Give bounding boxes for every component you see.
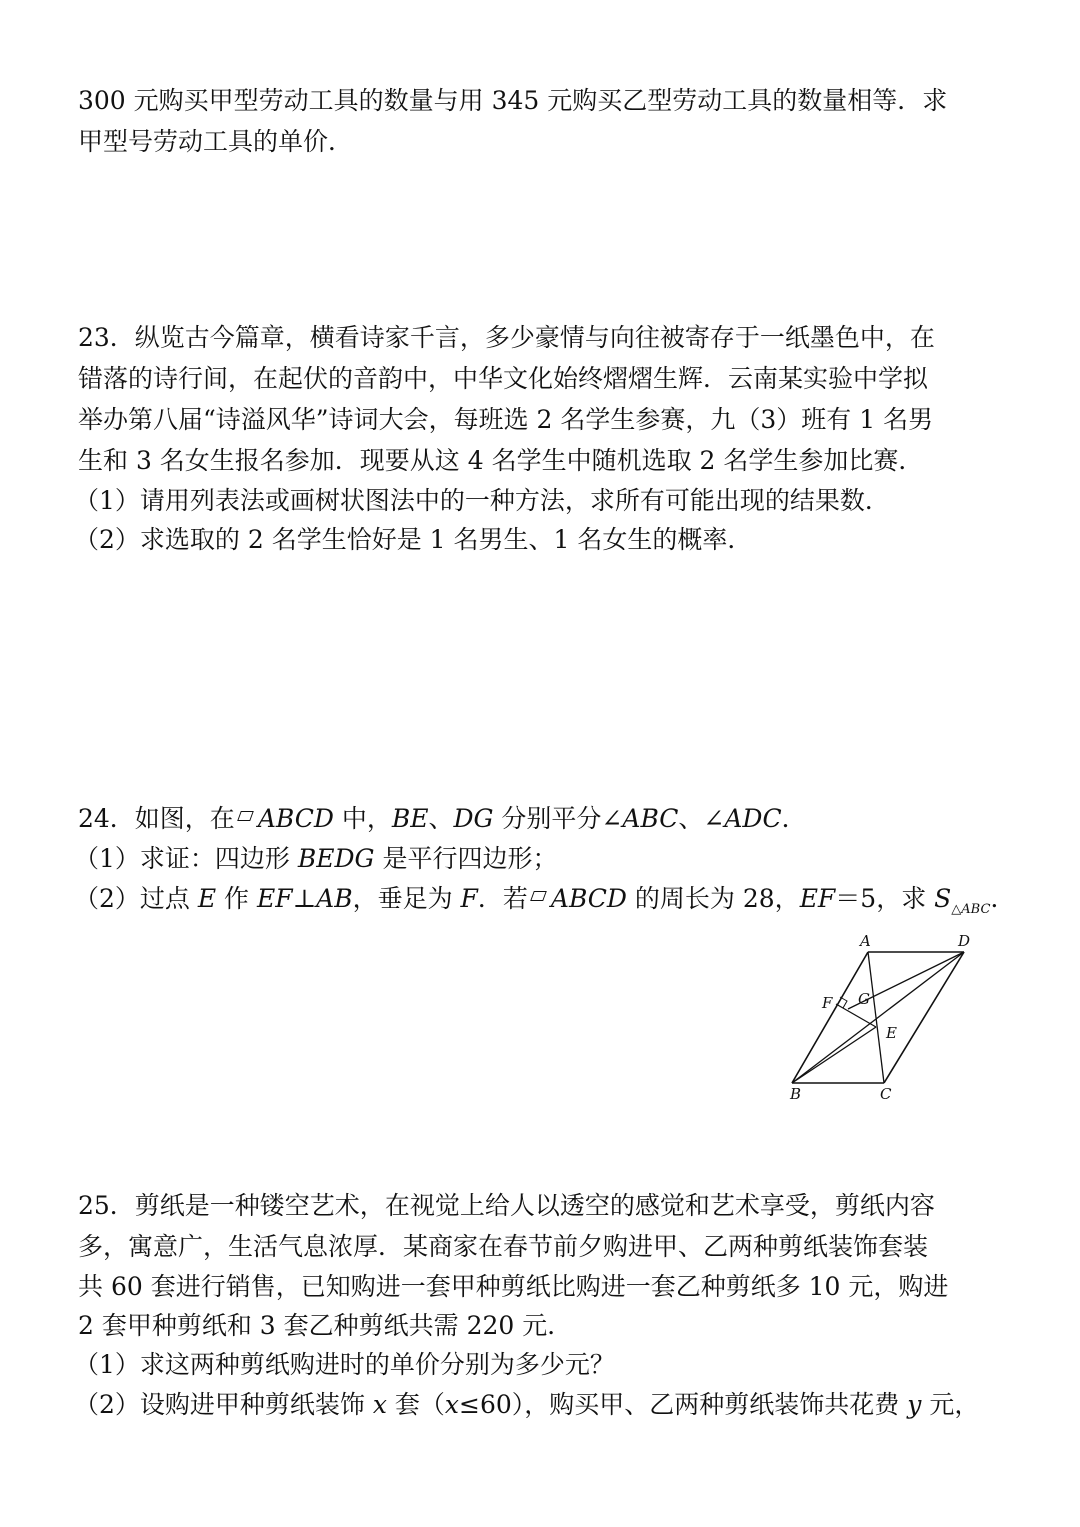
q24-abc: ABC bbox=[622, 804, 679, 833]
q24-ab: AB bbox=[316, 884, 353, 913]
label-c: C bbox=[880, 1085, 892, 1103]
q24-ef-2: EF bbox=[799, 884, 836, 913]
parallelogram-icon bbox=[237, 811, 254, 821]
q24-text-e: ． bbox=[781, 804, 807, 833]
q24-part-1 bbox=[74, 844, 557, 874]
q25-p2-d: 元， bbox=[921, 1390, 980, 1419]
q24-text-c: 分别平分∠ bbox=[493, 804, 623, 833]
q24-p2-f: 的周长为 28， bbox=[626, 884, 800, 913]
q24-abcd-2: ABCD bbox=[550, 884, 627, 913]
q23-part-1: （1）请用列表法或画树状图法中的一种方法，求所有可能出现的结果数． bbox=[74, 486, 890, 515]
q24-ef: EF bbox=[257, 884, 293, 913]
q23-line-2: 错落的诗行间，在起伏的音韵中，中华文化始终熠熠生辉．云南某实验中学拟 bbox=[78, 364, 929, 393]
q25-p2-c: ≤60），购买甲、乙两种剪纸装饰共花费 bbox=[459, 1390, 908, 1419]
q23-line-3: 举办第八届“诗溢风华”诗词大会，每班选 2 名学生参赛，九（3）班有 1 名男 bbox=[78, 405, 934, 434]
q25-part-2 bbox=[74, 1390, 979, 1420]
q24-p1-pre: （1）求证：四边形 bbox=[74, 844, 298, 873]
q24-p1-post: 是平行四边形； bbox=[374, 844, 558, 873]
q24-text-b: 、 bbox=[428, 804, 454, 833]
q25-line-2: 多，寓意广，生活气息浓厚．某商家在春节前夕购进甲、乙两种剪纸装饰套装 bbox=[78, 1232, 929, 1261]
label-e: E bbox=[886, 1024, 897, 1042]
q24-stem bbox=[78, 804, 807, 834]
q25-x-2: x bbox=[444, 1390, 460, 1419]
q24-p2-e: ．若 bbox=[477, 884, 528, 913]
q24-dg: DG bbox=[453, 804, 494, 833]
q24-text-d: 、∠ bbox=[678, 804, 725, 833]
q24-s: S bbox=[934, 884, 952, 913]
segment-ef bbox=[836, 1004, 876, 1027]
edge-ba bbox=[792, 952, 868, 1083]
q25-y: y bbox=[907, 1390, 922, 1419]
segment-ac bbox=[868, 952, 884, 1083]
q23-line-4: 生和 3 名女生报名参加．现要从这 4 名学生中随机选取 2 名学生参加比赛． bbox=[78, 446, 924, 475]
q25-x: x bbox=[372, 1390, 387, 1419]
q22-line-1: 300 元购买甲型劳动工具的数量与用 345 元购买乙型劳动工具的数量相等．求 bbox=[78, 86, 948, 115]
q25-part-1: （1）求这两种剪纸购进时的单价分别为多少元？ bbox=[74, 1350, 615, 1379]
label-d: D bbox=[958, 932, 971, 950]
q24-be: BE bbox=[391, 804, 429, 833]
q24-e: E bbox=[197, 884, 217, 913]
segment-bd-line bbox=[792, 952, 964, 1083]
label-g: G bbox=[858, 990, 870, 1008]
q25-p2-b: 套（ bbox=[386, 1390, 445, 1419]
q23-line-1: 23．纵览古今篇章，横看诗家千言，多少豪情与向往被寄存于一纸墨色中，在 bbox=[78, 323, 935, 352]
q24-number-text: 24．如图，在 bbox=[78, 804, 235, 833]
q22-line-2: 甲型号劳动工具的单价． bbox=[78, 127, 354, 156]
q24-adc: ADC bbox=[724, 804, 782, 833]
parallelogram-icon bbox=[530, 891, 547, 901]
label-b: B bbox=[790, 1085, 802, 1103]
q24-p2-g: ＝5，求 bbox=[835, 884, 935, 913]
parallelogram-figure bbox=[778, 928, 988, 1108]
q25-p2-a: （2）设购进甲种剪纸装饰 bbox=[74, 1390, 373, 1419]
q24-p2-h: ． bbox=[990, 884, 1016, 913]
label-f: F bbox=[822, 994, 833, 1012]
q24-s-subscript: △ABC bbox=[951, 902, 991, 917]
q24-f: F bbox=[460, 884, 478, 913]
q24-part-2 bbox=[74, 884, 1015, 925]
q24-abcd: ABCD bbox=[257, 804, 334, 833]
segment-be bbox=[792, 1027, 876, 1083]
q24-text-a: 中， bbox=[333, 804, 392, 833]
q24-p2-c: ⊥ bbox=[292, 884, 317, 913]
q24-p2-d: ，垂足为 bbox=[352, 884, 461, 913]
q24-bedg: BEDG bbox=[297, 844, 375, 873]
label-a: A bbox=[860, 932, 871, 950]
q25-line-1: 25．剪纸是一种镂空艺术，在视觉上给人以透空的感觉和艺术享受，剪纸内容 bbox=[78, 1191, 935, 1220]
q25-line-4: 2 套甲种剪纸和 3 套乙种剪纸共需 220 元． bbox=[78, 1311, 573, 1340]
q23-part-2: （2）求选取的 2 名学生恰好是 1 名男生、1 名女生的概率． bbox=[74, 525, 753, 554]
q25-line-3: 共 60 套进行销售，已知购进一套甲种剪纸比购进一套乙种剪纸多 10 元，购进 bbox=[78, 1272, 949, 1301]
q24-p2-a: （2）过点 bbox=[74, 884, 198, 913]
q24-p2-b: 作 bbox=[216, 884, 258, 913]
